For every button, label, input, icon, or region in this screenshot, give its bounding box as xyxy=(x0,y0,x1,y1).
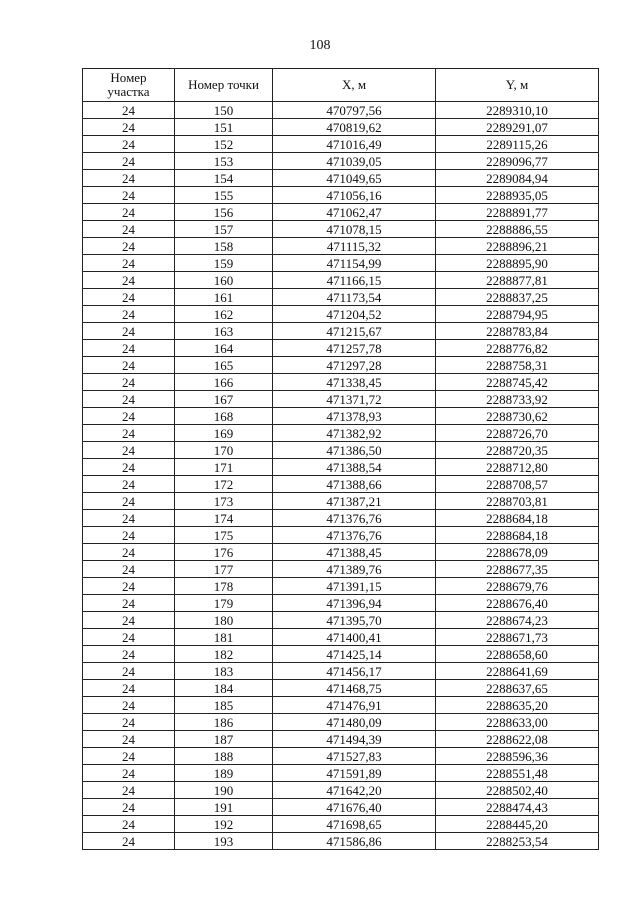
plot-number-cell: 24 xyxy=(83,493,175,510)
x-coordinate-cell: 471400,41 xyxy=(273,629,436,646)
x-coordinate-cell: 471388,54 xyxy=(273,459,436,476)
table-row xyxy=(83,442,599,459)
table-row xyxy=(83,663,599,680)
y-coordinate-cell: 2288679,76 xyxy=(436,578,599,595)
point-number-cell: 152 xyxy=(175,136,273,153)
y-coordinate-cell: 2288445,20 xyxy=(436,816,599,833)
x-coordinate-cell: 471476,91 xyxy=(273,697,436,714)
table-row xyxy=(83,612,599,629)
table-row xyxy=(83,221,599,238)
plot-number-cell: 24 xyxy=(83,357,175,374)
point-number-cell: 187 xyxy=(175,731,273,748)
point-number-cell: 181 xyxy=(175,629,273,646)
table-row xyxy=(83,493,599,510)
y-coordinate-cell: 2288891,77 xyxy=(436,204,599,221)
x-coordinate-cell: 471039,05 xyxy=(273,153,436,170)
x-coordinate-cell: 471527,83 xyxy=(273,748,436,765)
table-row xyxy=(83,578,599,595)
table-row xyxy=(83,153,599,170)
plot-number-cell: 24 xyxy=(83,714,175,731)
plot-number-cell: 24 xyxy=(83,221,175,238)
table-row xyxy=(83,595,599,612)
table-row xyxy=(83,561,599,578)
x-coordinate-cell: 471371,72 xyxy=(273,391,436,408)
y-coordinate-cell: 2288596,36 xyxy=(436,748,599,765)
y-coordinate-cell: 2288794,95 xyxy=(436,306,599,323)
point-number-cell: 159 xyxy=(175,255,273,272)
y-coordinate-cell: 2288551,48 xyxy=(436,765,599,782)
point-number-cell: 177 xyxy=(175,561,273,578)
table-row xyxy=(83,391,599,408)
point-number-cell: 166 xyxy=(175,374,273,391)
plot-number-cell: 24 xyxy=(83,153,175,170)
point-number-cell: 155 xyxy=(175,187,273,204)
y-coordinate-cell: 2288658,60 xyxy=(436,646,599,663)
table-row xyxy=(83,119,599,136)
plot-number-cell: 24 xyxy=(83,476,175,493)
point-number-cell: 162 xyxy=(175,306,273,323)
x-coordinate-cell: 471396,94 xyxy=(273,595,436,612)
x-coordinate-cell: 471382,92 xyxy=(273,425,436,442)
y-coordinate-cell: 2288674,23 xyxy=(436,612,599,629)
point-number-cell: 184 xyxy=(175,680,273,697)
point-number-cell: 193 xyxy=(175,833,273,850)
x-coordinate-cell: 471388,45 xyxy=(273,544,436,561)
plot-number-cell: 24 xyxy=(83,680,175,697)
plot-number-cell: 24 xyxy=(83,306,175,323)
point-number-cell: 172 xyxy=(175,476,273,493)
plot-number-cell: 24 xyxy=(83,136,175,153)
point-number-cell: 192 xyxy=(175,816,273,833)
table-row xyxy=(83,544,599,561)
table-row xyxy=(83,136,599,153)
plot-number-cell: 24 xyxy=(83,833,175,850)
x-coordinate-cell: 471698,65 xyxy=(273,816,436,833)
plot-number-cell: 24 xyxy=(83,799,175,816)
plot-number-cell: 24 xyxy=(83,238,175,255)
y-coordinate-cell: 2288474,43 xyxy=(436,799,599,816)
point-number-cell: 175 xyxy=(175,527,273,544)
table-row xyxy=(83,714,599,731)
y-coordinate-cell: 2288677,35 xyxy=(436,561,599,578)
point-number-cell: 161 xyxy=(175,289,273,306)
x-coordinate-cell: 471391,15 xyxy=(273,578,436,595)
x-coordinate-cell: 471456,17 xyxy=(273,663,436,680)
table-row xyxy=(83,527,599,544)
y-coordinate-cell: 2288502,40 xyxy=(436,782,599,799)
point-number-cell: 157 xyxy=(175,221,273,238)
table-row xyxy=(83,170,599,187)
plot-number-cell: 24 xyxy=(83,748,175,765)
point-number-cell: 171 xyxy=(175,459,273,476)
x-coordinate-cell: 471016,49 xyxy=(273,136,436,153)
plot-number-cell: 24 xyxy=(83,731,175,748)
table-row xyxy=(83,289,599,306)
point-number-cell: 164 xyxy=(175,340,273,357)
y-coordinate-cell: 2288622,08 xyxy=(436,731,599,748)
x-coordinate-cell: 471215,67 xyxy=(273,323,436,340)
point-number-cell: 186 xyxy=(175,714,273,731)
plot-number-cell: 24 xyxy=(83,612,175,629)
x-coordinate-cell: 471376,76 xyxy=(273,527,436,544)
x-coordinate-cell: 471494,39 xyxy=(273,731,436,748)
table-row xyxy=(83,425,599,442)
point-number-cell: 153 xyxy=(175,153,273,170)
x-coordinate-cell: 471338,45 xyxy=(273,374,436,391)
header-point-number: Номер точки xyxy=(175,69,273,102)
y-coordinate-cell: 2288253,54 xyxy=(436,833,599,850)
table-row xyxy=(83,816,599,833)
table-row xyxy=(83,408,599,425)
table-row xyxy=(83,476,599,493)
plot-number-cell: 24 xyxy=(83,374,175,391)
point-number-cell: 163 xyxy=(175,323,273,340)
table-row xyxy=(83,187,599,204)
plot-number-cell: 24 xyxy=(83,646,175,663)
x-coordinate-cell: 471173,54 xyxy=(273,289,436,306)
table-row xyxy=(83,799,599,816)
point-number-cell: 151 xyxy=(175,119,273,136)
x-coordinate-cell: 471386,50 xyxy=(273,442,436,459)
table-row xyxy=(83,697,599,714)
y-coordinate-cell: 2288895,90 xyxy=(436,255,599,272)
table-row xyxy=(83,765,599,782)
y-coordinate-cell: 2289084,94 xyxy=(436,170,599,187)
y-coordinate-cell: 2288633,00 xyxy=(436,714,599,731)
x-coordinate-cell: 471676,40 xyxy=(273,799,436,816)
table-row xyxy=(83,510,599,527)
y-coordinate-cell: 2288712,80 xyxy=(436,459,599,476)
plot-number-cell: 24 xyxy=(83,459,175,476)
table-body xyxy=(83,102,599,850)
plot-number-cell: 24 xyxy=(83,527,175,544)
point-number-cell: 185 xyxy=(175,697,273,714)
y-coordinate-cell: 2288776,82 xyxy=(436,340,599,357)
y-coordinate-cell: 2288877,81 xyxy=(436,272,599,289)
table-row xyxy=(83,357,599,374)
plot-number-cell: 24 xyxy=(83,391,175,408)
plot-number-cell: 24 xyxy=(83,561,175,578)
y-coordinate-cell: 2288837,25 xyxy=(436,289,599,306)
plot-number-cell: 24 xyxy=(83,816,175,833)
header-plot-number-label: Номер участка xyxy=(107,70,150,99)
y-coordinate-cell: 2289096,77 xyxy=(436,153,599,170)
point-number-cell: 169 xyxy=(175,425,273,442)
table-row xyxy=(83,340,599,357)
x-coordinate-cell: 471387,21 xyxy=(273,493,436,510)
y-coordinate-cell: 2288758,31 xyxy=(436,357,599,374)
y-coordinate-cell: 2288678,09 xyxy=(436,544,599,561)
x-coordinate-cell: 471204,52 xyxy=(273,306,436,323)
table-row xyxy=(83,323,599,340)
point-number-cell: 191 xyxy=(175,799,273,816)
plot-number-cell: 24 xyxy=(83,340,175,357)
point-number-cell: 189 xyxy=(175,765,273,782)
plot-number-cell: 24 xyxy=(83,510,175,527)
x-coordinate-cell: 471154,99 xyxy=(273,255,436,272)
x-coordinate-cell: 471376,76 xyxy=(273,510,436,527)
plot-number-cell: 24 xyxy=(83,170,175,187)
x-coordinate-cell: 471078,15 xyxy=(273,221,436,238)
header-plot-number xyxy=(83,69,175,102)
point-number-cell: 173 xyxy=(175,493,273,510)
y-coordinate-cell: 2288676,40 xyxy=(436,595,599,612)
table-row xyxy=(83,374,599,391)
point-number-cell: 160 xyxy=(175,272,273,289)
x-coordinate-cell: 471480,09 xyxy=(273,714,436,731)
plot-number-cell: 24 xyxy=(83,595,175,612)
plot-number-cell: 24 xyxy=(83,204,175,221)
x-coordinate-cell: 471378,93 xyxy=(273,408,436,425)
point-number-cell: 165 xyxy=(175,357,273,374)
table-row xyxy=(83,272,599,289)
x-coordinate-cell: 471056,16 xyxy=(273,187,436,204)
x-coordinate-cell: 471395,70 xyxy=(273,612,436,629)
plot-number-cell: 24 xyxy=(83,408,175,425)
x-coordinate-cell: 471642,20 xyxy=(273,782,436,799)
plot-number-cell: 24 xyxy=(83,782,175,799)
y-coordinate-cell: 2288720,35 xyxy=(436,442,599,459)
table-row xyxy=(83,680,599,697)
y-coordinate-cell: 2288684,18 xyxy=(436,510,599,527)
y-coordinate-cell: 2288684,18 xyxy=(436,527,599,544)
point-number-cell: 150 xyxy=(175,102,273,119)
point-number-cell: 183 xyxy=(175,663,273,680)
x-coordinate-cell: 471257,78 xyxy=(273,340,436,357)
plot-number-cell: 24 xyxy=(83,697,175,714)
point-number-cell: 168 xyxy=(175,408,273,425)
point-number-cell: 167 xyxy=(175,391,273,408)
table-row xyxy=(83,306,599,323)
y-coordinate-cell: 2288671,73 xyxy=(436,629,599,646)
table-row xyxy=(83,238,599,255)
point-number-cell: 182 xyxy=(175,646,273,663)
point-number-cell: 174 xyxy=(175,510,273,527)
table-row xyxy=(83,629,599,646)
point-number-cell: 188 xyxy=(175,748,273,765)
table-row xyxy=(83,646,599,663)
y-coordinate-cell: 2288896,21 xyxy=(436,238,599,255)
x-coordinate-cell: 471586,86 xyxy=(273,833,436,850)
y-coordinate-cell: 2288733,92 xyxy=(436,391,599,408)
y-coordinate-cell: 2289115,26 xyxy=(436,136,599,153)
y-coordinate-cell: 2288783,84 xyxy=(436,323,599,340)
table-row xyxy=(83,102,599,119)
plot-number-cell: 24 xyxy=(83,289,175,306)
point-number-cell: 176 xyxy=(175,544,273,561)
y-coordinate-cell: 2288886,55 xyxy=(436,221,599,238)
x-coordinate-cell: 471297,28 xyxy=(273,357,436,374)
x-coordinate-cell: 471388,66 xyxy=(273,476,436,493)
table-header xyxy=(83,69,599,102)
plot-number-cell: 24 xyxy=(83,765,175,782)
point-number-cell: 190 xyxy=(175,782,273,799)
y-coordinate-cell: 2288726,70 xyxy=(436,425,599,442)
plot-number-cell: 24 xyxy=(83,425,175,442)
header-x-coordinate: X, м xyxy=(273,69,436,102)
plot-number-cell: 24 xyxy=(83,187,175,204)
table-row xyxy=(83,204,599,221)
plot-number-cell: 24 xyxy=(83,578,175,595)
y-coordinate-cell: 2288935,05 xyxy=(436,187,599,204)
plot-number-cell: 24 xyxy=(83,255,175,272)
table-row xyxy=(83,459,599,476)
x-coordinate-cell: 471166,15 xyxy=(273,272,436,289)
x-coordinate-cell: 471425,14 xyxy=(273,646,436,663)
table-row xyxy=(83,782,599,799)
table-row xyxy=(83,833,599,850)
page-number: 108 xyxy=(309,38,331,53)
point-number-cell: 158 xyxy=(175,238,273,255)
x-coordinate-cell: 471591,89 xyxy=(273,765,436,782)
plot-number-cell: 24 xyxy=(83,119,175,136)
y-coordinate-cell: 2288635,20 xyxy=(436,697,599,714)
point-number-cell: 180 xyxy=(175,612,273,629)
plot-number-cell: 24 xyxy=(83,663,175,680)
x-coordinate-cell: 471389,76 xyxy=(273,561,436,578)
y-coordinate-cell: 2289310,10 xyxy=(436,102,599,119)
y-coordinate-cell: 2288641,69 xyxy=(436,663,599,680)
point-number-cell: 156 xyxy=(175,204,273,221)
point-number-cell: 154 xyxy=(175,170,273,187)
x-coordinate-cell: 471115,32 xyxy=(273,238,436,255)
x-coordinate-cell: 471049,65 xyxy=(273,170,436,187)
x-coordinate-cell: 471468,75 xyxy=(273,680,436,697)
x-coordinate-cell: 471062,47 xyxy=(273,204,436,221)
plot-number-cell: 24 xyxy=(83,323,175,340)
y-coordinate-cell: 2288730,62 xyxy=(436,408,599,425)
point-number-cell: 179 xyxy=(175,595,273,612)
header-y-coordinate: Y, м xyxy=(436,69,599,102)
plot-number-cell: 24 xyxy=(83,272,175,289)
y-coordinate-cell: 2288703,81 xyxy=(436,493,599,510)
plot-number-cell: 24 xyxy=(83,102,175,119)
point-number-cell: 170 xyxy=(175,442,273,459)
y-coordinate-cell: 2288637,65 xyxy=(436,680,599,697)
table-row xyxy=(83,255,599,272)
table-row xyxy=(83,731,599,748)
x-coordinate-cell: 470797,56 xyxy=(273,102,436,119)
y-coordinate-cell: 2289291,07 xyxy=(436,119,599,136)
point-number-cell: 178 xyxy=(175,578,273,595)
table-row xyxy=(83,748,599,765)
plot-number-cell: 24 xyxy=(83,544,175,561)
plot-number-cell: 24 xyxy=(83,629,175,646)
y-coordinate-cell: 2288708,57 xyxy=(436,476,599,493)
plot-number-cell: 24 xyxy=(83,442,175,459)
header-row xyxy=(83,69,599,102)
x-coordinate-cell: 470819,62 xyxy=(273,119,436,136)
coordinates-table xyxy=(82,68,599,850)
y-coordinate-cell: 2288745,42 xyxy=(436,374,599,391)
